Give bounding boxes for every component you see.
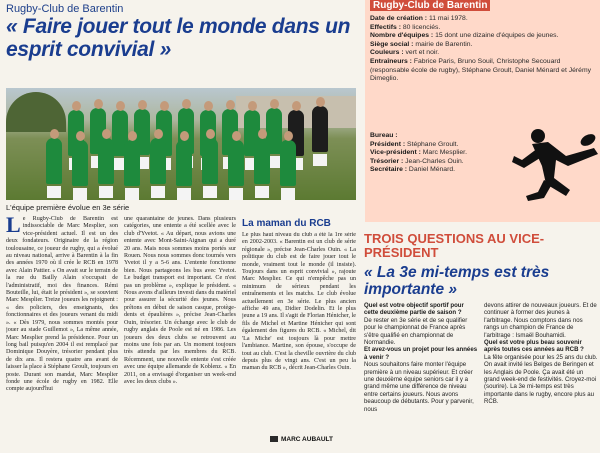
player-figure xyxy=(202,138,218,184)
article-column-2 xyxy=(124,216,236,446)
info-line: Siège social : mairie de Barentin. xyxy=(370,40,473,48)
board-line: Trésorier : Jean-Charles Ouin. xyxy=(370,157,464,165)
info-box-title: Rugby-Club de Barentin xyxy=(370,0,490,11)
info-line: Nombre d'équipes : 15 dont une dizaine d'équipes de jeunes. xyxy=(370,32,559,40)
interview-title: TROIS QUESTIONS AU VICE-PRÉSIDENT xyxy=(364,231,545,260)
interview-quote: « La 3e mi-temps est très importante » xyxy=(364,264,550,298)
team-photo xyxy=(6,88,356,200)
info-line: Entraîneurs : Fabrice Paris, Bruno Souil, Christophe Secouard (responsable école de rugby), Stéphane Groult, Daniel Ménard et Jérémy Dimeglio. xyxy=(370,57,592,83)
interview-column-2 xyxy=(484,302,598,452)
answer-2-continued: devons attirer de nouveaux joueurs. Et de continuer à former des jeunes à l'arbitrage. Nous comptons dans nos rangs un champion de France de l'arbitrage : Ismaël Bouhamidi. xyxy=(484,302,597,339)
board-line: Vice-président : Marc Mesplier. xyxy=(370,149,467,157)
article-col2-text: une quarantaine de jeunes. Dans plusieurs catégories, une entente a été scellée avec le club d'Yvetot. « Au départ, nous avions une entente avec Mont-Saint-Aignan qui a duré 20 ans. Mais nous sommes moins portés sur Rouen. Nous nous sommes donc tournés vers Yvetot il y a 5-6 ans. L'entente fonctionne bien. Nous partageons les bus avec Yvetot. Le budget transport est important. Ce n'est pas un problème », explique le président. « Nous avons d'ailleurs investi dans du matériel pour assurer la sécurité des jeunes. Nous prêtons en début de saison casque, protège-dents et épaulières », précise Jean-Charles Ouin, trésorier. Un échange avec le club de rugby anglais de Poole est né en 1986. Les joueurs des deux clubs se retrouvent au moins une fois par an. Un moment toujours très attendu par les membres du RCB. Récemment, une nouvelle entente s'est créée avec une équipe allemande de Koblenz. « En 2011, on a envisagé d'organiser un week-end avec les deux clubs ». xyxy=(124,216,236,385)
club-facts xyxy=(370,15,594,84)
photo-trees xyxy=(6,92,66,132)
info-line: Couleurs : vert et noir. xyxy=(370,49,440,57)
interview-column-1 xyxy=(364,302,478,452)
article-col3-text: Le plus haut niveau du club a été la 1re série en 2002-2003. « Barentin est un club de série régionale », précise Jean-Charles Ouin. « La politique du club est de faire jouer tout le monde, vraiment tout le monde (il insiste). Toujours dans un esprit convivial », rajoute Marc Mesplier. Ce qui n'empêche pas un minimum de sérieux pendant les entraînements et les matchs. Le club évolue actuellement en 3e série. Le plus ancien affiche 49 ans, Didier Dodelin. Et le plus jeune a 19 ans. Il s'agit de Florian Hénicher, le fils de Michel et Martine Hénicher qui sont également des figures du RCB. « Michel, dit 'La Miche' est toujours là pour mettre l'ambiance. Martine, son épouse, s'occupe de tout au club. C'est la cheville ouvrière du club depuis plus de vingt ans. C'est un peu la maman du RCB », décrit Jean-Charles Ouin. xyxy=(242,232,356,372)
article-col1-text: e Rugby-Club de Barentin est indissociable de Marc Mesplier, son vice-président actuel. Il est un des deux fondateurs. Originaire de la région toulousaine, ce joueur de rugby, qui a évolué au niveau national, arrive à Barentin à la fin des années 1970 où il crée le RCB en 1978 avec Alain Pattier. « On avait sur le terrain de la rue du Bailly Alain s'occupait de l'administratif, moi des finances. Rémi Bouteille, lui, était le président », se souvient Marc Mesplier. Treize joueurs les rejoignent : « des policiers, des enseignants, des fonctionnaires et des joueurs venant du midi ». « Dès 1979, nous sommes montés pour jouer au stade Guillemot », La même année, Marc Mesplier prend la présidence. Pour un long bail puisqu'en 2004 il est remplacé par Dominique Douyère, trésorier pendant plus de dix ans. Il restera quatre ans avant de laisser la place à Stéphane Groult, toujours en poste. Durant son mandat, Marc Mesplier fonde une école de rugby en 1982. Elle compte aujourd'hui xyxy=(6,216,118,393)
answer-3: La fête organisée pour les 25 ans du club. On avait invité les Belges de Beringen et les Anglais de Poole. Ça avait été un grand week-end de festivités. Croyez-moi (sourire). La 3e mi-temps est très importante dans le rugby, encore plus au RCB. xyxy=(484,353,598,406)
question-2: Et avez-vous un projet pour les années à venir ? xyxy=(364,346,478,361)
answer-2: Nous souhaitons faire monter l'équipe première à un niveau supérieur. Et créer une deuxième équipe seniors car il y a grand même une différence de niveau entre certains joueurs. Nous avons beaucoup de débutants. Pour y parvenir, nous xyxy=(364,361,474,413)
question-1: Quel est votre objectif sportif pour cette deuxième partie de saison ? xyxy=(364,302,464,317)
article-subhead: La maman du RCB xyxy=(242,218,331,229)
article-column-1 xyxy=(6,216,118,446)
question-3: Quel est votre plus beau souvenir après toutes ces années au RCB ? xyxy=(484,339,584,354)
board-line: Président : Stéphane Groult. xyxy=(370,140,459,148)
player-figure xyxy=(312,106,328,152)
player-figure xyxy=(254,138,270,184)
answer-1: De rester en 3e série et de se qualifier pour le championnat de France après s'être qualifié en championnat de Normandie. xyxy=(364,316,468,347)
player-figure xyxy=(280,140,296,186)
byline-text: MARC AUBAULT xyxy=(281,436,333,443)
section-label: Rugby-Club de Barentin xyxy=(6,3,124,15)
board-line: Secrétaire : Daniel Ménard. xyxy=(370,166,456,174)
byline xyxy=(270,436,333,443)
player-figure xyxy=(228,140,244,186)
info-line: Effectifs : 80 licenciés. xyxy=(370,23,441,31)
article-column-3 xyxy=(242,232,356,433)
player-figure xyxy=(124,140,140,186)
board-line: Bureau : xyxy=(370,132,398,139)
club-board xyxy=(370,132,510,175)
player-figure xyxy=(46,138,62,184)
player-figure xyxy=(98,138,114,184)
info-line: Date de création : 11 mai 1978. xyxy=(370,15,468,22)
rugby-player-silhouette-icon xyxy=(508,126,600,202)
byline-marker xyxy=(270,436,278,442)
player-figure xyxy=(150,138,166,184)
photo-caption: L'équipe première évolue en 3e série xyxy=(6,203,130,212)
drop-cap: L xyxy=(6,216,21,237)
player-figure xyxy=(72,140,88,186)
article-headline: « Faire jouer tout le monde dans un esprit convivial » xyxy=(6,15,351,61)
player-figure xyxy=(176,140,192,186)
